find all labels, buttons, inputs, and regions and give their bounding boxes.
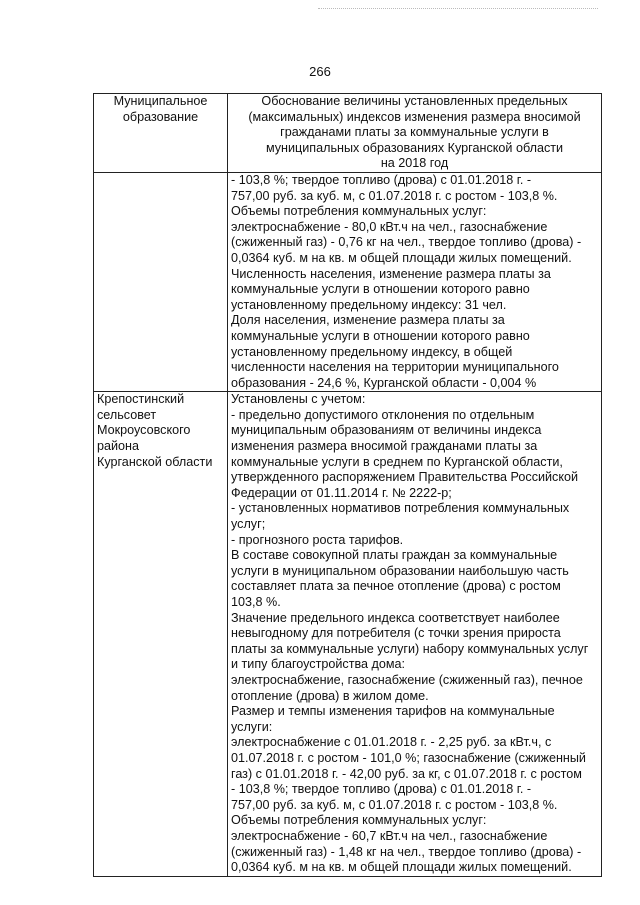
justification-line: утвержденного распоряжением Правительства Российской — [231, 470, 579, 485]
justification-line: Объемы потребления коммунальных услуг: — [231, 813, 487, 828]
header-text-line: Муниципальное — [113, 94, 208, 108]
justification-line: Значение предельного индекса соответствует наиболее — [231, 610, 560, 625]
table-row — [94, 172, 602, 391]
justification-line: Доля населения, изменение размера платы за — [231, 313, 505, 328]
justification-line: - 103,8 %; твердое топливо (дрова) с 01.01.2018 г. - — [231, 172, 532, 187]
justification-line: 757,00 руб. за куб. м, с 01.07.2018 г. с ростом - 103,8 %. — [231, 797, 558, 812]
justification-cell — [228, 392, 602, 876]
justification-line: - предельно допустимого отклонения по отдельным — [231, 407, 535, 422]
header-text-line: образование — [122, 109, 199, 124]
municipality-line: Крепостинский — [97, 392, 185, 407]
justification-line: электроснабжение с 01.01.2018 г. - 2,25 руб. за кВт.ч, с — [231, 735, 552, 750]
justification-line: невыгодному для потребителя (с точки зрения прироста — [231, 626, 561, 641]
justification-line: Объемы потребления коммунальных услуг: — [231, 204, 487, 219]
justification-line: и типу благоустройства дома: — [231, 657, 406, 672]
municipality-line: сельсовет — [97, 407, 157, 422]
justification-line: 0,0364 куб. м на кв. м общей площади жилых помещений. — [231, 860, 572, 875]
justification-line: муниципальным образованиям от величины индекса — [231, 423, 542, 438]
page-number: 266 — [309, 64, 331, 79]
justification-line: электроснабжение - 60,7 кВт.ч на чел., газоснабжение — [231, 828, 548, 843]
justification-line: коммунальные услуги в среднем по Курганской области, — [231, 454, 563, 469]
municipality-cell — [94, 172, 228, 391]
justification-cell — [228, 172, 602, 391]
justification-line: коммунальные услуги в отношении которого равно — [231, 328, 530, 343]
header-text-line: (максимальных) индексов изменения размера вносимой — [248, 109, 581, 124]
justification-line: изменения размера вносимой гражданами платы за — [231, 439, 538, 454]
justification-line: (сжиженный газ) - 1,48 кг на чел., твердое топливо (дрова) - — [231, 844, 582, 859]
justification-line: электроснабжение - 80,0 кВт.ч на чел., газоснабжение — [231, 219, 548, 234]
justification-line: составляет плата за печное отопление (дрова) с ростом — [231, 579, 561, 594]
municipality-line: Мокроусовского — [97, 423, 191, 438]
justification-line: (сжиженный газ) - 0,76 кг на чел., твердое топливо (дрова) - — [231, 235, 582, 250]
header-text-line: гражданами платы за коммунальные услуги в — [280, 125, 549, 140]
scan-artifact — [318, 8, 598, 11]
header-municipality — [94, 94, 228, 173]
table-row — [94, 392, 602, 876]
justification-line: - установленных нормативов потребления коммунальных — [231, 501, 570, 516]
justification-line: электроснабжение, газоснабжение (сжиженный газ), печное — [231, 672, 583, 687]
justification-line: Федерации от 01.11.2014 г. № 2222-р; — [231, 485, 452, 500]
justification-line: услуги: — [231, 719, 273, 734]
header-justification — [228, 94, 602, 173]
municipality-line: района — [97, 439, 140, 454]
justification-line: - прогнозного роста тарифов. — [231, 532, 404, 547]
justification-line: установленному предельному индексу, в общей — [231, 344, 513, 359]
justification-line: 0,0364 куб. м на кв. м общей площади жилых помещений. — [231, 250, 572, 265]
justification-line: Установлены с учетом: — [231, 392, 366, 407]
justification-line: отопление (дрова) в жилом доме. — [231, 688, 429, 703]
justification-line: Размер и темпы изменения тарифов на коммунальные — [231, 704, 555, 719]
justification-line: 757,00 руб. за куб. м, с 01.07.2018 г. с ростом - 103,8 %. — [231, 188, 558, 203]
justification-line: 103,8 %. — [231, 595, 281, 609]
justification-line: коммунальные услуги в отношении которого равно — [231, 282, 530, 297]
header-text-line: на 2018 год — [380, 156, 449, 171]
justification-line: услуги в муниципальном образовании наибольшую часть — [231, 563, 569, 578]
justification-line: платы за коммунальные услуги) набору коммунальных услуг — [231, 641, 589, 656]
justification-line: 01.07.2018 г. с ростом - 101,0 %; газоснабжение (сжиженный — [231, 750, 586, 765]
header-text-line: Обоснование величины установленных предельных — [261, 94, 568, 108]
tariff-justification-table — [93, 93, 602, 877]
header-text-line: муниципальных образованиях Курганской области — [265, 140, 564, 155]
justification-line: установленному предельному индексу: 31 чел. — [231, 297, 507, 312]
justification-line: газ) с 01.01.2018 г. - 42,00 руб. за кг, с 01.07.2018 г. с ростом — [231, 766, 582, 781]
justification-line: численности населения на территории муниципального — [231, 360, 559, 375]
municipality-cell — [94, 392, 228, 876]
justification-line: Численность населения, изменение размера платы за — [231, 266, 551, 281]
justification-line: услуг; — [231, 517, 266, 532]
municipality-line: Курганской области — [97, 454, 213, 469]
justification-line: В составе совокупной платы граждан за коммунальные — [231, 548, 558, 563]
table-header-row — [94, 94, 602, 173]
justification-line: - 103,8 %; твердое топливо (дрова) с 01.01.2018 г. - — [231, 782, 532, 797]
justification-line: образования - 24,6 %, Курганской области - 0,004 % — [231, 375, 537, 390]
